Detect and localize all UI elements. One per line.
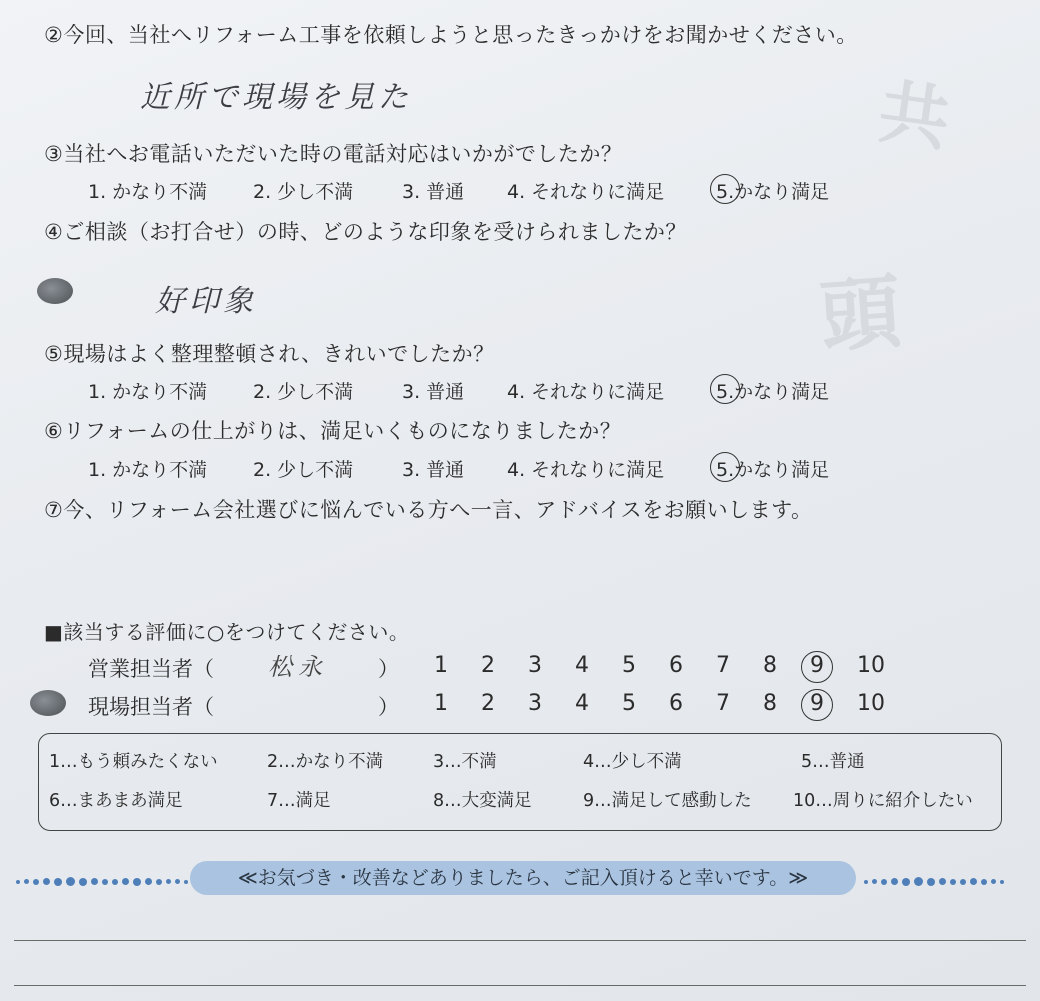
rating-9-selected[interactable]: 9 (797, 691, 837, 716)
rating-8[interactable]: 8 (763, 653, 777, 678)
rating-1[interactable]: 1 (434, 691, 448, 716)
rating-10[interactable]: 10 (857, 691, 885, 716)
legend-item: 5…普通 (801, 752, 865, 772)
question-7: ⑦今、リフォーム会社選びに悩んでいる方へ一言、アドバイスをお願いします。 (44, 498, 813, 522)
dots-decoration-left (16, 871, 192, 885)
options-q3 (88, 177, 878, 203)
rating-7[interactable]: 7 (716, 691, 730, 716)
question-5: ⑤現場はよく整理整頓され、きれいでしたか？ (44, 342, 495, 366)
option-3[interactable]: 3. 普通 (402, 181, 465, 203)
options-q6 (88, 455, 878, 481)
option-1[interactable]: 1. かなり不満 (88, 381, 208, 403)
legend-item: 9…満足して感動した (583, 791, 752, 811)
option-2[interactable]: 2. 少し不満 (253, 459, 354, 481)
rating-3[interactable]: 3 (528, 691, 542, 716)
rating-4[interactable]: 4 (575, 653, 589, 678)
selection-circle (710, 174, 740, 204)
rating-label: 現場担当者（ (88, 695, 214, 719)
selection-circle (801, 689, 833, 721)
rating-1[interactable]: 1 (434, 653, 448, 678)
rating-4[interactable]: 4 (575, 691, 589, 716)
rating-9-selected[interactable]: 9 (797, 653, 837, 678)
show-through-decoration: 頭 (817, 265, 904, 364)
legend-item: 1…もう頼みたくない (49, 752, 218, 772)
selection-circle (710, 452, 740, 482)
rating-5[interactable]: 5 (622, 653, 636, 678)
option-3[interactable]: 3. 普通 (402, 459, 465, 481)
question-3: ③当社へお電話いただいた時の電話対応はいかがでしたか？ (44, 142, 623, 166)
rating-3[interactable]: 3 (528, 653, 542, 678)
option-4[interactable]: 4. それなりに満足 (507, 181, 665, 203)
option-3[interactable]: 3. 普通 (402, 381, 465, 403)
question-6: ⑥リフォームの仕上がりは、満足いくものになりましたか？ (44, 419, 622, 443)
option-1[interactable]: 1. かなり不満 (88, 181, 208, 203)
rating-row-sales (88, 653, 908, 683)
selection-circle (801, 651, 833, 683)
paren-close: ） (378, 695, 399, 719)
option-2[interactable]: 2. 少し不満 (253, 181, 354, 203)
options-q5 (88, 377, 878, 403)
legend-item: 7…満足 (267, 791, 331, 811)
legend-item: 8…大変満足 (433, 791, 532, 811)
option-5-selected[interactable]: 5.かなり満足 (716, 177, 829, 204)
rating-8[interactable]: 8 (763, 691, 777, 716)
rating-5[interactable]: 5 (622, 691, 636, 716)
legend-item: 10…周りに紹介したい (793, 791, 973, 811)
option-4[interactable]: 4. それなりに満足 (507, 459, 665, 481)
option-5-selected[interactable]: 5.かなり満足 (716, 377, 829, 404)
selection-circle (710, 374, 740, 404)
legend-item: 6…まあまあ満足 (49, 791, 183, 811)
option-2[interactable]: 2. 少し不満 (253, 381, 354, 403)
legend-item: 3…不満 (433, 752, 497, 772)
rating-10[interactable]: 10 (857, 653, 885, 678)
answer-4-handwritten[interactable]: 好印象 (155, 284, 257, 319)
question-2: ②今回、当社へリフォーム工事を依頼しようと思ったきっかけをお聞かせください。 (44, 23, 858, 47)
legend-item: 4…少し不満 (583, 752, 682, 772)
rating-row-site (88, 691, 908, 721)
rating-2[interactable]: 2 (481, 691, 495, 716)
option-5-selected[interactable]: 5.かなり満足 (716, 455, 829, 482)
rating-title: ■該当する評価に○をつけてください。 (44, 620, 410, 644)
punch-hole (37, 278, 73, 304)
comment-line-2[interactable] (14, 985, 1026, 986)
rating-label: 営業担当者（ (88, 657, 214, 681)
paren-close: ） (378, 657, 399, 681)
staff-name-handwritten[interactable]: 松永 (268, 653, 328, 681)
comment-banner: ≪お気づき・改善などありましたら、ご記入頂けると幸いです。≫ (190, 861, 856, 895)
option-1[interactable]: 1. かなり不満 (88, 459, 208, 481)
rating-2[interactable]: 2 (481, 653, 495, 678)
rating-6[interactable]: 6 (669, 691, 683, 716)
comment-line-1[interactable] (14, 940, 1026, 941)
answer-2-handwritten[interactable]: 近所で現場を見た (140, 80, 412, 115)
punch-hole (30, 690, 66, 716)
rating-legend (38, 733, 1002, 831)
legend-item: 2…かなり不満 (267, 752, 384, 772)
question-4: ④ご相談（お打合せ）の時、どのような印象を受けられましたか？ (44, 220, 687, 244)
show-through-decoration: 共 (873, 70, 955, 162)
option-4[interactable]: 4. それなりに満足 (507, 381, 665, 403)
rating-6[interactable]: 6 (669, 653, 683, 678)
rating-7[interactable]: 7 (716, 653, 730, 678)
dots-decoration-right (864, 871, 1008, 885)
